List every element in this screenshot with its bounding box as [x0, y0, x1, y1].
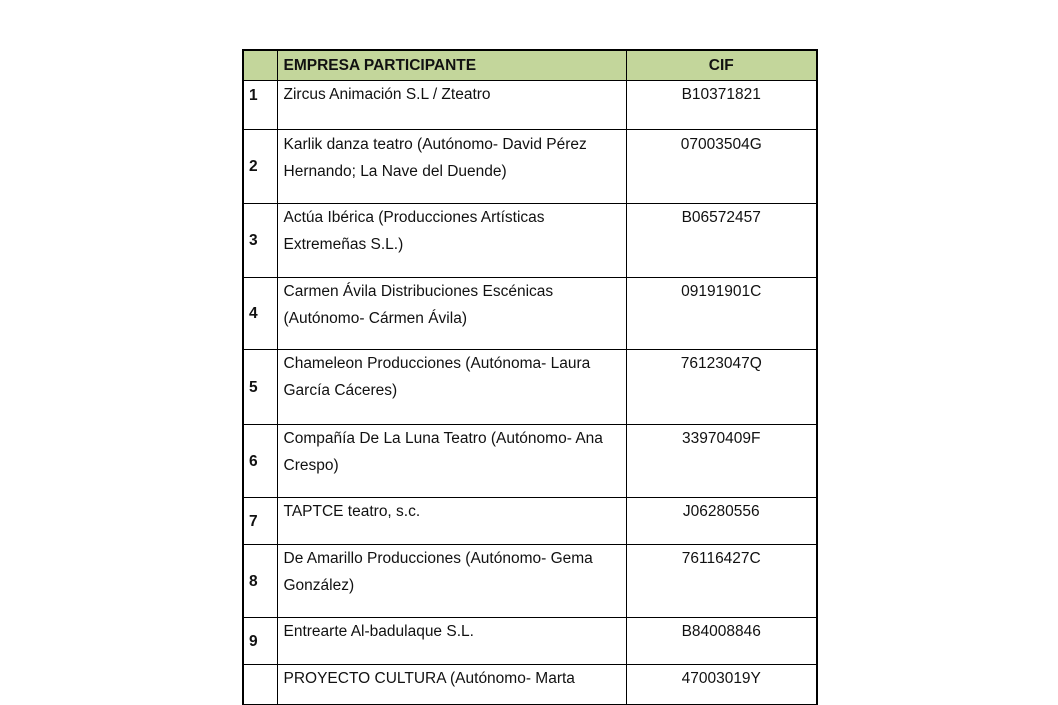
header-number: [243, 50, 277, 81]
row-number: 2: [243, 130, 277, 204]
table-row: [243, 545, 817, 618]
company-name: Zircus Animación S.L / Zteatro: [277, 81, 626, 130]
company-name: Entrearte Al-badulaque S.L.: [277, 618, 626, 665]
header-company: EMPRESA PARTICIPANTE: [277, 50, 626, 81]
company-name: TAPTCE teatro, s.c.: [277, 498, 626, 545]
row-number: 8: [243, 545, 277, 618]
cif-value: 76123047Q: [626, 350, 817, 425]
row-number: 1: [243, 81, 277, 130]
row-number: 4: [243, 278, 277, 350]
row-number: 5: [243, 350, 277, 425]
company-name: Carmen Ávila Distribuciones Escénicas (Autónomo- Cármen Ávila): [277, 278, 626, 350]
table-row: [243, 130, 817, 204]
table-row: [243, 618, 817, 665]
table-row: [243, 81, 817, 130]
row-number: [243, 665, 277, 705]
row-number: 9: [243, 618, 277, 665]
company-name: Actúa Ibérica (Producciones Artísticas Extremeñas S.L.): [277, 204, 626, 278]
cif-value: 09191901C: [626, 278, 817, 350]
company-name: Compañía De La Luna Teatro (Autónomo- Ana Crespo): [277, 425, 626, 498]
table-row: [243, 665, 817, 705]
table-row: [243, 278, 817, 350]
companies-table: [242, 49, 818, 705]
cif-value: 07003504G: [626, 130, 817, 204]
header-cif: CIF: [626, 50, 817, 81]
table-row: [243, 498, 817, 545]
table-row: [243, 204, 817, 278]
cif-value: B10371821: [626, 81, 817, 130]
cif-value: J06280556: [626, 498, 817, 545]
company-name: Karlik danza teatro (Autónomo- David Pérez Hernando; La Nave del Duende): [277, 130, 626, 204]
row-number: 6: [243, 425, 277, 498]
company-name: De Amarillo Producciones (Autónomo- Gema González): [277, 545, 626, 618]
cif-value: B84008846: [626, 618, 817, 665]
row-number: 7: [243, 498, 277, 545]
company-name: PROYECTO CULTURA (Autónomo- Marta: [277, 665, 626, 705]
cif-value: 47003019Y: [626, 665, 817, 705]
row-number: 3: [243, 204, 277, 278]
cif-value: 33970409F: [626, 425, 817, 498]
cif-value: B06572457: [626, 204, 817, 278]
table-row: [243, 425, 817, 498]
company-name: Chameleon Producciones (Autónoma- Laura García Cáceres): [277, 350, 626, 425]
table-row: [243, 350, 817, 425]
table-header-row: [243, 50, 817, 81]
cif-value: 76116427C: [626, 545, 817, 618]
